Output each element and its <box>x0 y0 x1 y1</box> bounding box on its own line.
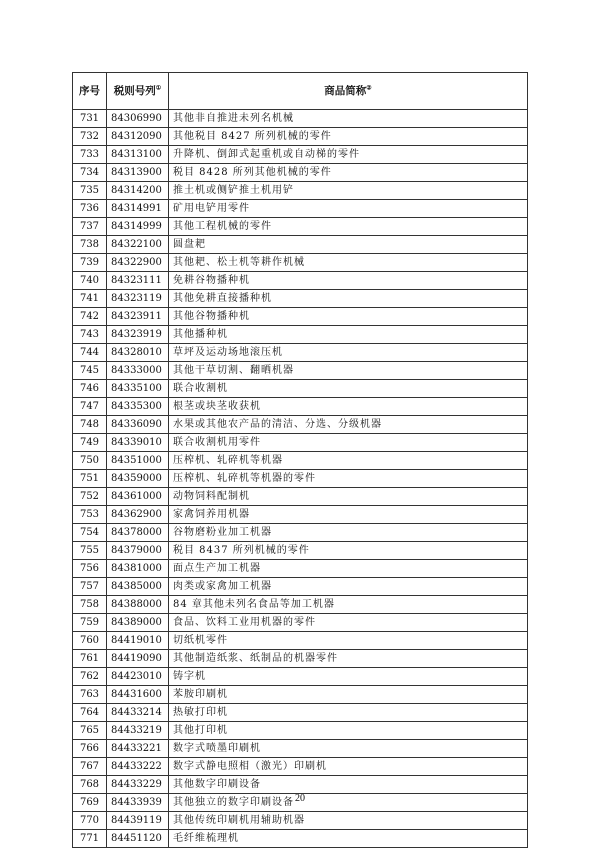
product-name-cell: 毛纤维梳理机 <box>169 830 528 848</box>
tariff-code-cell: 84322900 <box>107 254 169 272</box>
product-name-cell: 草坪及运动场地滚压机 <box>169 344 528 362</box>
table-row <box>73 740 528 758</box>
tariff-code-cell: 84419090 <box>107 650 169 668</box>
table-row <box>73 272 528 290</box>
tariff-code-cell: 84433939 <box>107 794 169 812</box>
product-name-cell: 其他耙、松土机等耕作机械 <box>169 254 528 272</box>
serial-number-cell: 731 <box>73 110 107 128</box>
tariff-code-cell: 84385000 <box>107 578 169 596</box>
product-name-cell: 其他独立的数字印刷设备 <box>169 794 528 812</box>
product-name-cell: 谷物磨粉业加工机器 <box>169 524 528 542</box>
table-row <box>73 326 528 344</box>
tariff-code-cell: 84388000 <box>107 596 169 614</box>
product-name-cell: 其他传统印刷机用辅助机器 <box>169 812 528 830</box>
serial-number-cell: 765 <box>73 722 107 740</box>
product-name-cell: 其他税目 8427 所列机械的零件 <box>169 128 528 146</box>
table-row <box>73 506 528 524</box>
serial-number-cell: 738 <box>73 236 107 254</box>
serial-number-cell: 736 <box>73 200 107 218</box>
tariff-code-cell: 84323911 <box>107 308 169 326</box>
tariff-code-cell: 84433219 <box>107 722 169 740</box>
tariff-code-cell: 84312090 <box>107 128 169 146</box>
tariff-code-cell: 84433229 <box>107 776 169 794</box>
table-row <box>73 164 528 182</box>
table-row <box>73 722 528 740</box>
serial-number-cell: 754 <box>73 524 107 542</box>
table-row <box>73 182 528 200</box>
tariff-code-cell: 84362900 <box>107 506 169 524</box>
serial-number-cell: 740 <box>73 272 107 290</box>
product-name-cell: 税目 8437 所列机械的零件 <box>169 542 528 560</box>
tariff-code-cell: 84359000 <box>107 470 169 488</box>
table-row <box>73 308 528 326</box>
product-name-cell: 动物饲料配制机 <box>169 488 528 506</box>
product-name-cell: 切纸机零件 <box>169 632 528 650</box>
table-row <box>73 488 528 506</box>
product-name-cell: 数字式喷墨印刷机 <box>169 740 528 758</box>
serial-number-cell: 743 <box>73 326 107 344</box>
tariff-code-cell: 84431600 <box>107 686 169 704</box>
tariff-code-cell: 84423010 <box>107 668 169 686</box>
table-row <box>73 362 528 380</box>
serial-number-cell: 768 <box>73 776 107 794</box>
table-row <box>73 398 528 416</box>
product-name-cell: 数字式静电照相（激光）印刷机 <box>169 758 528 776</box>
table-row <box>73 128 528 146</box>
serial-number-cell: 769 <box>73 794 107 812</box>
serial-number-cell: 750 <box>73 452 107 470</box>
footnote-marker-1: ① <box>155 84 162 92</box>
serial-number-cell: 757 <box>73 578 107 596</box>
table-row <box>73 470 528 488</box>
product-name-cell: 其他非自推进未列名机械 <box>169 110 528 128</box>
tariff-code-cell: 84323111 <box>107 272 169 290</box>
serial-number-cell: 741 <box>73 290 107 308</box>
serial-number-cell: 758 <box>73 596 107 614</box>
table-row <box>73 218 528 236</box>
table-row <box>73 254 528 272</box>
serial-number-cell: 749 <box>73 434 107 452</box>
product-name-cell: 圆盘耙 <box>169 236 528 254</box>
serial-number-cell: 763 <box>73 686 107 704</box>
header-serial-number: 序号 <box>73 73 107 110</box>
product-name-cell: 压榨机、轧碎机等机器 <box>169 452 528 470</box>
product-name-cell: 升降机、倒卸式起重机或自动梯的零件 <box>169 146 528 164</box>
table-row <box>73 632 528 650</box>
table-row <box>73 668 528 686</box>
table-row <box>73 560 528 578</box>
tariff-code-cell: 84322100 <box>107 236 169 254</box>
header-tariff-code: 税则号列① <box>107 73 169 110</box>
serial-number-cell: 748 <box>73 416 107 434</box>
product-name-cell: 其他工程机械的零件 <box>169 218 528 236</box>
product-name-cell: 食品、饮料工业用机器的零件 <box>169 614 528 632</box>
product-name-cell: 铸字机 <box>169 668 528 686</box>
table-row <box>73 542 528 560</box>
serial-number-cell: 760 <box>73 632 107 650</box>
serial-number-cell: 747 <box>73 398 107 416</box>
header-row <box>73 73 528 110</box>
header-product-name: 商品简称② <box>169 73 528 110</box>
table-row <box>73 830 528 848</box>
serial-number-cell: 732 <box>73 128 107 146</box>
serial-number-cell: 771 <box>73 830 107 848</box>
table-header <box>73 73 528 110</box>
serial-number-cell: 737 <box>73 218 107 236</box>
tariff-code-cell: 84351000 <box>107 452 169 470</box>
serial-number-cell: 734 <box>73 164 107 182</box>
table-row <box>73 686 528 704</box>
serial-number-cell: 735 <box>73 182 107 200</box>
serial-number-cell: 755 <box>73 542 107 560</box>
product-name-cell: 矿用电铲用零件 <box>169 200 528 218</box>
serial-number-cell: 733 <box>73 146 107 164</box>
table-row <box>73 200 528 218</box>
product-name-cell: 其他免耕直接播种机 <box>169 290 528 308</box>
serial-number-cell: 746 <box>73 380 107 398</box>
serial-number-cell: 742 <box>73 308 107 326</box>
tariff-code-cell: 84433222 <box>107 758 169 776</box>
table-row <box>73 704 528 722</box>
product-name-cell: 推土机或侧铲推土机用铲 <box>169 182 528 200</box>
table-row <box>73 812 528 830</box>
table-row <box>73 290 528 308</box>
product-name-cell: 压榨机、轧碎机等机器的零件 <box>169 470 528 488</box>
product-name-cell: 免耕谷物播种机 <box>169 272 528 290</box>
table-row <box>73 776 528 794</box>
tariff-code-cell: 84451120 <box>107 830 169 848</box>
serial-number-cell: 761 <box>73 650 107 668</box>
table-row <box>73 452 528 470</box>
product-name-cell: 其他谷物播种机 <box>169 308 528 326</box>
serial-number-cell: 756 <box>73 560 107 578</box>
tariff-code-cell: 84323919 <box>107 326 169 344</box>
table-row <box>73 416 528 434</box>
tariff-code-cell: 84433214 <box>107 704 169 722</box>
product-name-cell: 84 章其他未列名食品等加工机器 <box>169 596 528 614</box>
table-row <box>73 236 528 254</box>
tariff-code-cell: 84335300 <box>107 398 169 416</box>
table-body <box>73 110 528 848</box>
table-row <box>73 110 528 128</box>
tariff-code-cell: 84378000 <box>107 524 169 542</box>
tariff-code-cell: 84314991 <box>107 200 169 218</box>
table-row <box>73 434 528 452</box>
product-name-cell: 面点生产加工机器 <box>169 560 528 578</box>
tariff-code-cell: 84389000 <box>107 614 169 632</box>
serial-number-cell: 762 <box>73 668 107 686</box>
serial-number-cell: 752 <box>73 488 107 506</box>
tariff-code-cell: 84323119 <box>107 290 169 308</box>
tariff-code-cell: 84379000 <box>107 542 169 560</box>
product-name-cell: 家禽饲养用机器 <box>169 506 528 524</box>
serial-number-cell: 767 <box>73 758 107 776</box>
serial-number-cell: 745 <box>73 362 107 380</box>
table-row <box>73 380 528 398</box>
table-row <box>73 596 528 614</box>
table-row <box>73 650 528 668</box>
product-name-cell: 肉类或家禽加工机器 <box>169 578 528 596</box>
table-row <box>73 758 528 776</box>
serial-number-cell: 766 <box>73 740 107 758</box>
tariff-code-cell: 84335100 <box>107 380 169 398</box>
tariff-code-cell: 84306990 <box>107 110 169 128</box>
tariff-code-cell: 84328010 <box>107 344 169 362</box>
page-number: 20 <box>295 793 305 804</box>
serial-number-cell: 764 <box>73 704 107 722</box>
tariff-code-cell: 84439119 <box>107 812 169 830</box>
tariff-code-cell: 84313100 <box>107 146 169 164</box>
table-row <box>73 614 528 632</box>
product-name-cell: 其他播种机 <box>169 326 528 344</box>
tariff-code-cell: 84314999 <box>107 218 169 236</box>
product-name-cell: 其他干草切割、翻晒机器 <box>169 362 528 380</box>
tariff-code-cell: 84419010 <box>107 632 169 650</box>
tariff-code-cell: 84361000 <box>107 488 169 506</box>
tariff-code-cell: 84336090 <box>107 416 169 434</box>
serial-number-cell: 739 <box>73 254 107 272</box>
tariff-code-cell: 84381000 <box>107 560 169 578</box>
tariff-code-cell: 84433221 <box>107 740 169 758</box>
product-name-cell: 热敏打印机 <box>169 704 528 722</box>
table-row <box>73 146 528 164</box>
serial-number-cell: 744 <box>73 344 107 362</box>
product-name-cell: 苯胺印刷机 <box>169 686 528 704</box>
tariff-code-cell: 84333000 <box>107 362 169 380</box>
serial-number-cell: 759 <box>73 614 107 632</box>
table-row <box>73 524 528 542</box>
product-name-cell: 水果或其他农产品的清洁、分选、分级机器 <box>169 416 528 434</box>
product-name-cell: 其他数字印刷设备 <box>169 776 528 794</box>
tariff-code-cell: 84313900 <box>107 164 169 182</box>
serial-number-cell: 770 <box>73 812 107 830</box>
serial-number-cell: 753 <box>73 506 107 524</box>
product-name-cell: 联合收割机 <box>169 380 528 398</box>
table-row <box>73 344 528 362</box>
product-name-cell: 根茎或块茎收获机 <box>169 398 528 416</box>
tariff-code-cell: 84339010 <box>107 434 169 452</box>
product-name-cell: 联合收割机用零件 <box>169 434 528 452</box>
tariff-table <box>72 72 528 848</box>
product-name-cell: 其他打印机 <box>169 722 528 740</box>
product-name-cell: 其他制造纸浆、纸制品的机器零件 <box>169 650 528 668</box>
product-name-cell: 税目 8428 所列其他机械的零件 <box>169 164 528 182</box>
footnote-marker-2: ② <box>366 84 372 92</box>
serial-number-cell: 751 <box>73 470 107 488</box>
table-row <box>73 578 528 596</box>
tariff-code-cell: 84314200 <box>107 182 169 200</box>
